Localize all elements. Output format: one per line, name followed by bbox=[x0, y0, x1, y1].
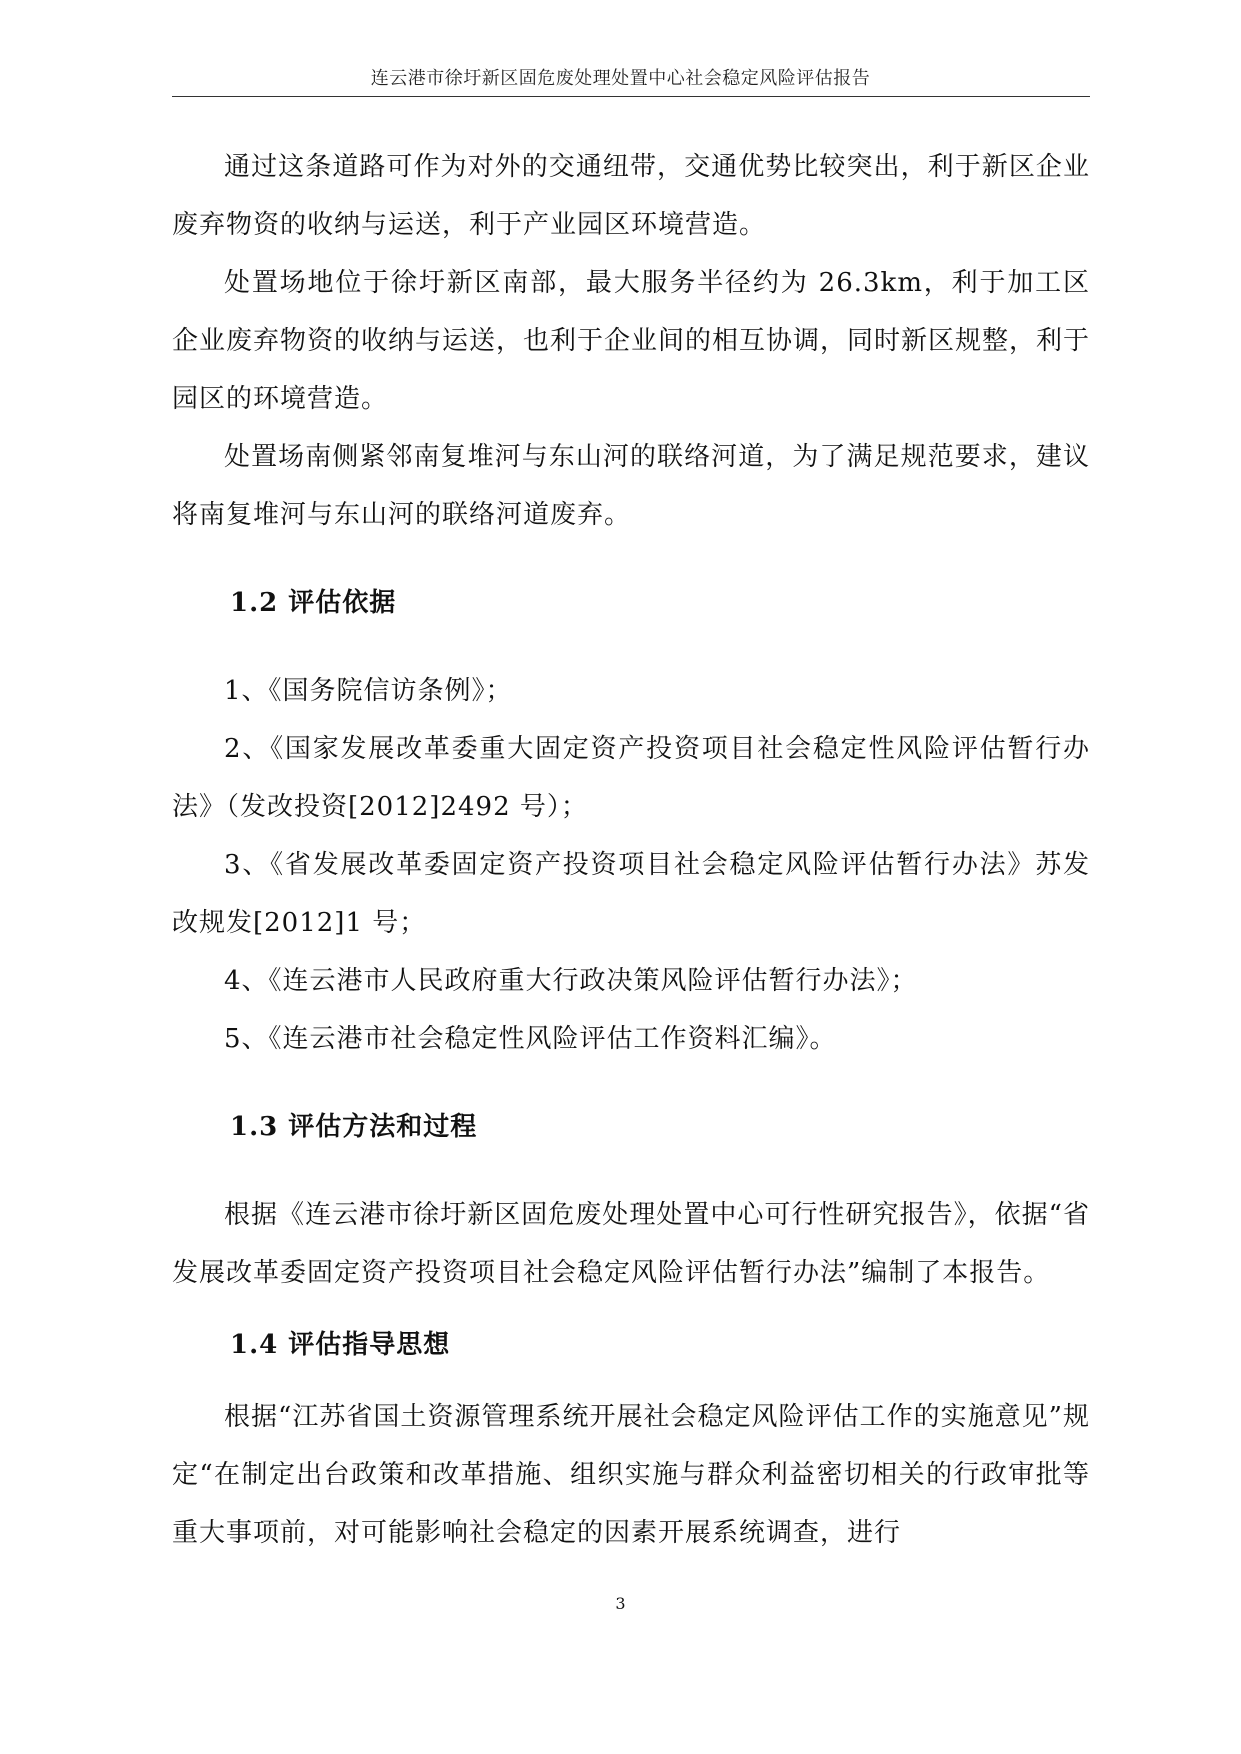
section-heading-1-2: 1.2 评估依据 bbox=[230, 588, 397, 618]
list-item: 2、《国家发展改革委重大固定资产投资项目社会稳定性风险评估暂行办法》（发改投资[2012]2492 号）； bbox=[172, 734, 1090, 822]
list-item: 5、《连云港市社会稳定性风险评估工作资料汇编》。 bbox=[224, 1024, 837, 1054]
list-item: 1、《国务院信访条例》； bbox=[224, 676, 513, 706]
list-item: 4、《连云港市人民政府重大行政决策风险评估暂行办法》； bbox=[224, 966, 918, 996]
paragraph-river-channel: 处置场南侧紧邻南复堆河与东山河的联络河道，为了满足规范要求，建议将南复堆河与东山河的联络河道废弃。 bbox=[172, 442, 1090, 530]
paragraph-site-location: 处置场地位于徐圩新区南部，最大服务半径约为 26.3km，利于加工区企业废弃物资的收纳与运送，也利于企业间的相互协调，同时新区规整，利于园区的环境营造。 bbox=[172, 268, 1091, 414]
page-number: 3 bbox=[615, 1594, 626, 1613]
basis-list bbox=[172, 662, 1090, 1068]
section-heading-1-4: 1.4 评估指导思想 bbox=[230, 1330, 451, 1360]
paragraph-guiding-principle: 根据“江苏省国土资源管理系统开展社会稳定风险评估工作的实施意见”规定“在制定出台政策和改革措施、组织实施与群众利益密切相关的行政审批等重大事项前，对可能影响社会稳定的因素开展系统调查，进行 bbox=[172, 1402, 1090, 1548]
paragraph-method: 根据《连云港市徐圩新区固危废处理处置中心可行性研究报告》，依据“省发展改革委固定资产投资项目社会稳定风险评估暂行办法”编制了本报告。 bbox=[172, 1200, 1090, 1288]
list-item: 3、《省发展改革委固定资产投资项目社会稳定风险评估暂行办法》苏发改规发[2012]1 号； bbox=[172, 850, 1090, 938]
paragraph-traffic: 通过这条道路可作为对外的交通纽带，交通优势比较突出，利于新区企业废弃物资的收纳与运送，利于产业园区环境营造。 bbox=[172, 152, 1090, 240]
header-divider bbox=[172, 96, 1090, 97]
page-body bbox=[172, 138, 1090, 1562]
running-header: 连云港市徐圩新区固危废处理处置中心社会稳定风险评估报告 bbox=[370, 68, 871, 89]
section-heading-1-3: 1.3 评估方法和过程 bbox=[230, 1112, 478, 1142]
